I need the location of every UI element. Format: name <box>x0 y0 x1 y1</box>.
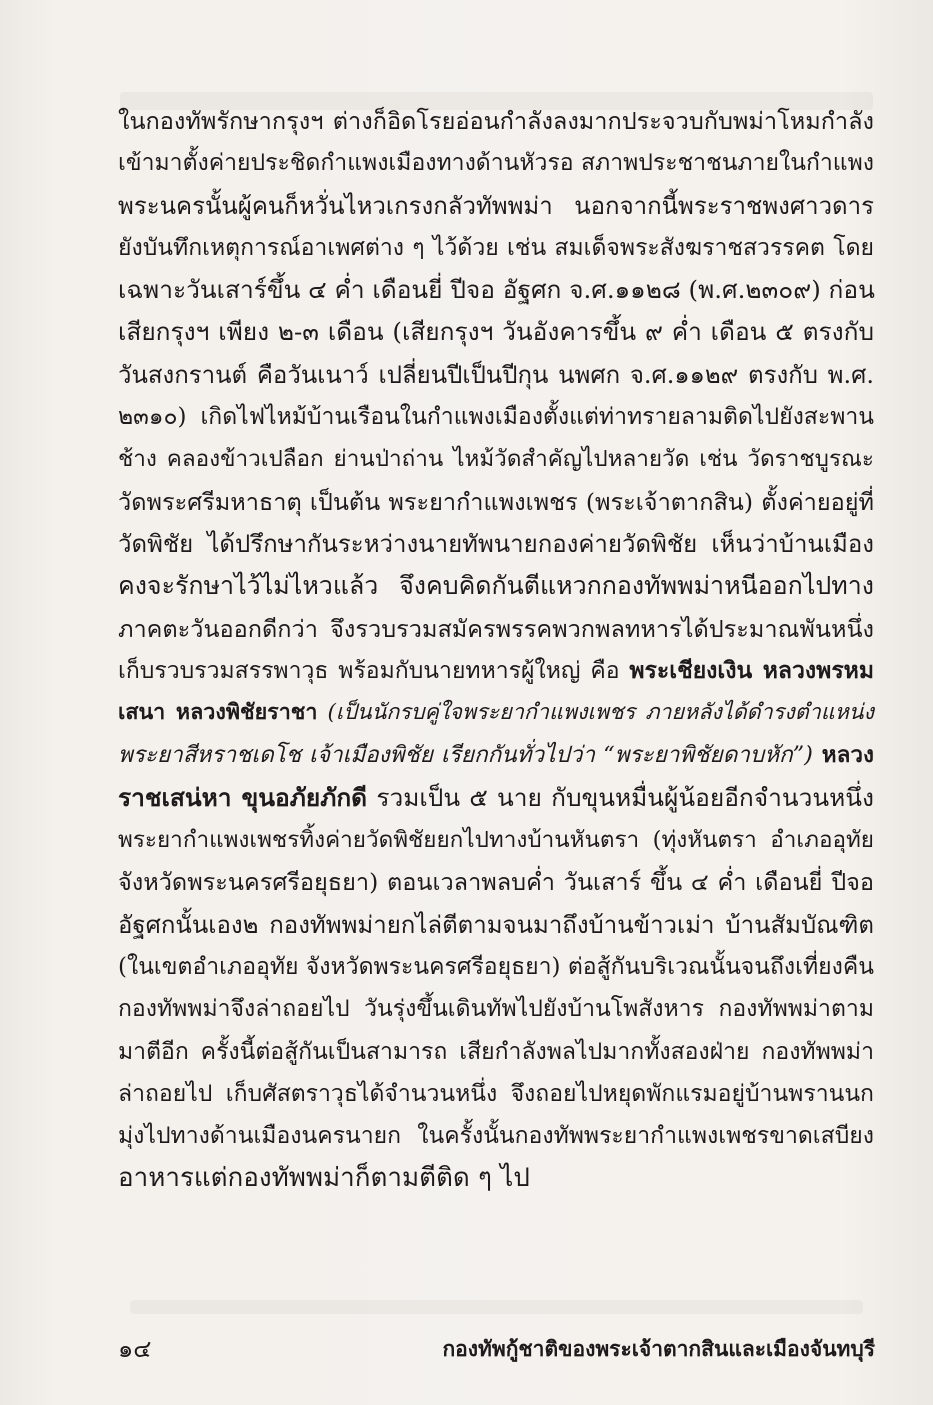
running-title: กองทัพกู้ชาติของพระเจ้าตากสินและเมืองจันทบุรี <box>442 1336 875 1361</box>
text-line <box>118 988 874 1030</box>
text-line <box>118 946 874 988</box>
text-line <box>118 861 874 903</box>
bold-text: พระเชียงเงิน หลวงพรหม <box>629 656 874 684</box>
text-line <box>118 904 874 946</box>
text-line <box>118 692 874 734</box>
text-segment: เฉพาะวันเสาร์ขึ้น ๔ ค่ำ เดือนยี่ ปีจอ อัฐศก จ.ศ.๑๑๒๘ (พ.ศ.๒๓๐๙) ก่อน <box>118 275 875 305</box>
text-line <box>118 777 874 819</box>
text-segment: จังหวัดพระนครศรีอยุธยา) ตอนเวลาพลบค่ำ วันเสาร์ ขึ้น ๔ ค่ำ เดือนยี่ ปีจอ <box>118 868 874 897</box>
text-segment: วัดพระศรีมหาธาตุ เป็นต้น พระยากำแพงเพชร (พระเจ้าตากสิน) ตั้งค่ายอยู่ที่ <box>118 487 874 516</box>
text-line <box>118 269 874 311</box>
text-line <box>118 523 874 565</box>
bleed-through-mark <box>130 1300 863 1314</box>
text-line <box>118 396 874 438</box>
text-segment: มาตีอีก ครั้งนี้ต่อสู้กันเป็นสามารถ เสียกำลังพลไปมากทั้งสองฝ่าย กองทัพพม่า <box>118 1038 874 1065</box>
text-segment: เสียกรุงฯ เพียง ๒-๓ เดือน (เสียกรุงฯ วันอังคารขึ้น ๙ ค่ำ เดือน ๕ ตรงกับ <box>118 317 874 347</box>
text-line <box>118 1073 874 1115</box>
text-segment: ในกองทัพรักษากรุงฯ ต่างก็อิดโรยอ่อนกำลังลงมากประจวบกับพม่าโหมกำลัง <box>118 107 874 135</box>
text-segment: คงจะรักษาไว้ไม่ไหวแล้ว จึงคบคิดกันตีแหวกกองทัพพม่าหนีออกไปทาง <box>118 571 874 601</box>
text-line <box>118 608 874 650</box>
text-segment: ช้าง คลองข้าวเปลือก ย่านป่าถ่าน ไหม้วัดสำคัญไปหลายวัด เช่น วัดราชบูรณะ <box>118 446 874 473</box>
text-segment: มุ่งไปทางด้านเมืองนครนายก ในครั้งนั้นกองทัพพระยากำแพงเพชรขาดเสบียง <box>118 1123 874 1150</box>
bold-text: ราชเสน่หา ขุนอภัยภักดี <box>118 782 368 812</box>
text-segment: (ในเขตอำเภออุทัย จังหวัดพระนครศรีอยุธยา) ต่อสู้กันบริเวณนั้นจนถึงเที่ยงคืน <box>118 953 874 980</box>
text-line <box>118 1157 874 1199</box>
text-segment: พระยากำแพงเพชรทิ้งค่ายวัดพิชัยยกไปทางบ้านหันตรา (ทุ่งหันตรา อำเภออุทัย <box>118 827 874 854</box>
text-line <box>118 100 874 142</box>
text-line <box>118 819 874 861</box>
text-segment: อัฐศกนั้นเอง๒ กองทัพพม่ายกไล่ตีตามจนมาถึงบ้านข้าวเม่า บ้านสัมบัณฑิต <box>118 910 874 939</box>
text-segment: พระนครนั้นผู้คนก็หวั่นไหวเกรงกลัวทัพพม่า นอกจากนี้พระราชพงศาวดาร <box>118 191 874 220</box>
bold-text: เสนา หลวงพิชัยราชา <box>118 700 318 726</box>
italic-text: (เป็นนักรบคู่ใจพระยากำแพงเพชร ภายหลังได้ดำรงตำแหน่ง <box>317 700 874 726</box>
text-segment: ภาคตะวันออกดีกว่า จึงรวบรวมสมัครพรรคพวกพลทหารได้ประมาณพันหนึ่ง <box>118 614 874 643</box>
text-line <box>118 481 874 523</box>
text-line <box>118 438 874 480</box>
text-line <box>118 142 874 184</box>
text-line <box>118 565 874 607</box>
text-segment: ล่าถอยไป เก็บศัสตราวุธได้จำนวนหนึ่ง จึงถอยไปหยุดพักแรมอยู่บ้านพรานนก <box>118 1080 874 1107</box>
text-segment: รวมเป็น ๕ นาย กับขุนหมื่นผู้น้อยอีกจำนวนหนึ่ง <box>367 782 874 812</box>
text-line <box>118 1031 874 1073</box>
text-segment: ยังบันทึกเหตุการณ์อาเพศต่าง ๆ ไว้ด้วย เช่น สมเด็จพระสังฆราชสวรรคต โดย <box>118 234 874 261</box>
text-segment: อาหารแต่กองทัพพม่าก็ตามตีติด ๆ ไป <box>118 1163 530 1194</box>
text-segment: วันสงกรานต์ คือวันเนาว์ เปลี่ยนปีเป็นปีกุน นพศก จ.ศ.๑๑๒๙ ตรงกับ พ.ศ. <box>118 360 874 389</box>
text-line <box>118 734 874 776</box>
page-number: ๑๔ <box>118 1335 152 1363</box>
text-line <box>118 650 874 692</box>
bold-text: หลวง <box>812 742 874 769</box>
body-text <box>118 100 874 1200</box>
text-segment: ๒๓๑๐) เกิดไฟไหม้บ้านเรือนในกำแพงเมืองตั้งแต่ท่าทรายลามติดไปยังสะพาน <box>118 404 874 431</box>
text-line <box>118 311 874 353</box>
italic-text: พระยาสีหราชเดโช เจ้าเมืองพิชัย เรียกกันทั่วไปว่า “พระยาพิชัยดาบหัก”) <box>118 742 813 769</box>
text-segment: เข้ามาตั้งค่ายประชิดกำแพงเมืองทางด้านหัวรอ สภาพประชาชนภายในกำแพง <box>118 150 874 177</box>
text-line <box>118 1115 874 1157</box>
text-segment: เก็บรวบรวมสรรพาวุธ พร้อมกับนายทหารผู้ใหญ่ คือ <box>118 657 630 684</box>
text-segment: กองทัพพม่าจึงล่าถอยไป วันรุ่งขึ้นเดินทัพไปยังบ้านโพสังหาร กองทัพพม่าตาม <box>118 996 874 1023</box>
text-line <box>118 227 874 269</box>
text-segment: วัดพิชัย ได้ปรึกษากันระหว่างนายทัพนายกองค่ายวัดพิชัย เห็นว่าบ้านเมือง <box>118 529 874 558</box>
text-line <box>118 354 874 396</box>
text-line <box>118 185 874 227</box>
